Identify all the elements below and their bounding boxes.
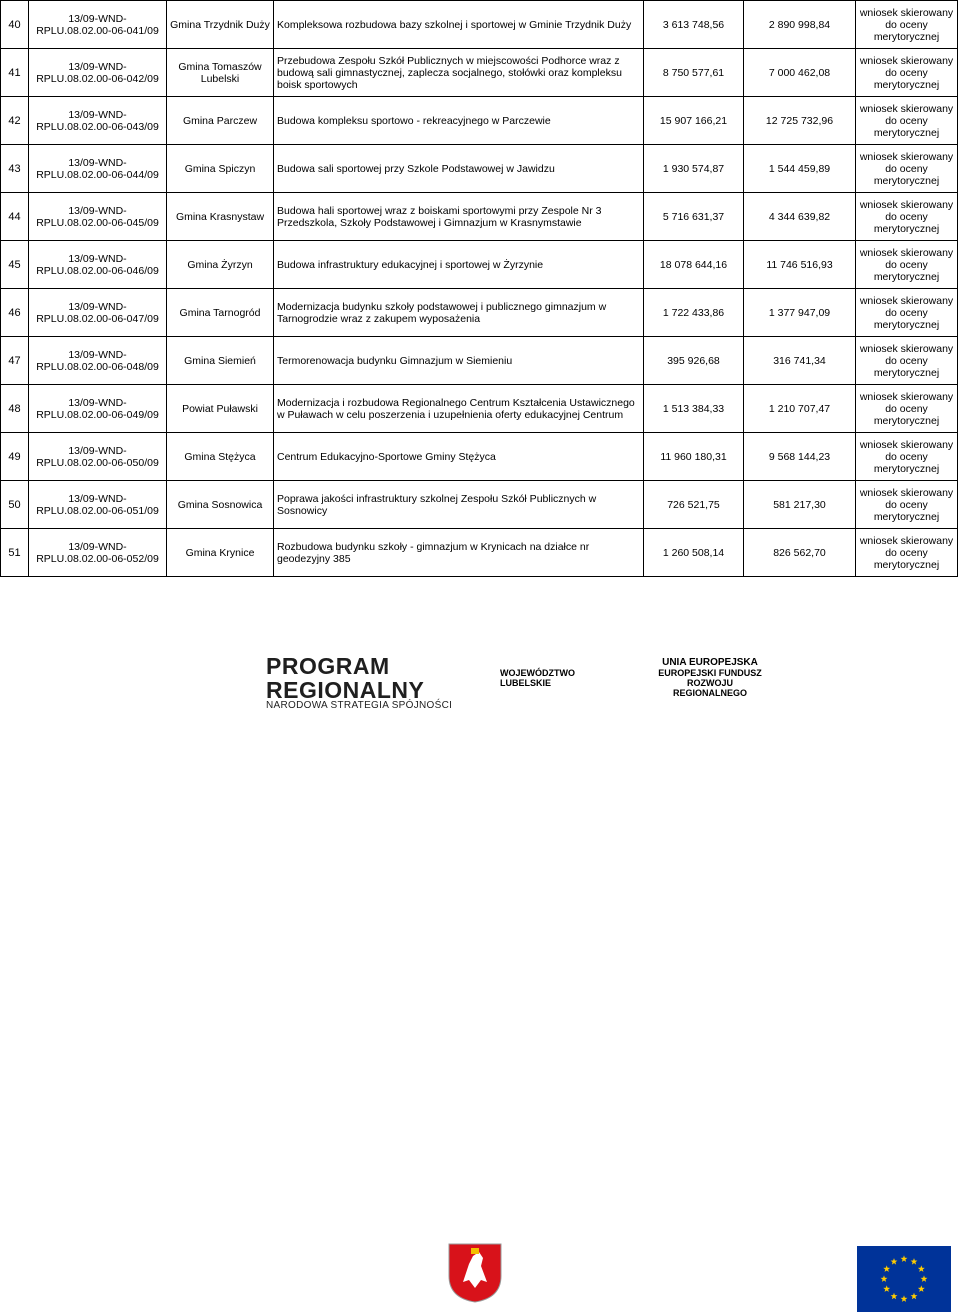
cofinancing-amount: 11 746 516,93 <box>744 241 856 289</box>
project-title: Budowa kompleksu sportowo - rekreacyjnego w Parczewie <box>274 97 644 145</box>
application-ref: 13/09-WND-RPLU.08.02.00-06-041/09 <box>29 1 167 49</box>
cofinancing-amount: 12 725 732,96 <box>744 97 856 145</box>
total-cost: 1 513 384,33 <box>644 385 744 433</box>
applicant-name: Gmina Parczew <box>167 97 274 145</box>
row-number: 48 <box>1 385 29 433</box>
cofinancing-amount: 1 544 459,89 <box>744 145 856 193</box>
program-regionalny-logo-icon <box>0 600 960 722</box>
lublin-coat-of-arms-icon <box>445 1242 505 1304</box>
total-cost: 15 907 166,21 <box>644 97 744 145</box>
applicant-name: Gmina Krynice <box>167 529 274 577</box>
program-line2: REGIONALNY <box>266 677 425 703</box>
status-text: wniosek skierowany do oceny merytorycznej <box>856 145 958 193</box>
applicant-name: Gmina Tomaszów Lubelski <box>167 49 274 97</box>
status-text: wniosek skierowany do oceny merytorycznej <box>856 1 958 49</box>
ue-line1: UNIA EUROPEJSKA <box>662 657 758 668</box>
project-title: Termorenowacja budynku Gimnazjum w Siemieniu <box>274 337 644 385</box>
total-cost: 8 750 577,61 <box>644 49 744 97</box>
row-number: 47 <box>1 337 29 385</box>
cofinancing-amount: 7 000 462,08 <box>744 49 856 97</box>
ue-line2: EUROPEJSKI FUNDUSZ <box>658 668 762 678</box>
table-row <box>1 337 958 385</box>
table-row <box>1 241 958 289</box>
applicant-name: Gmina Tarnogród <box>167 289 274 337</box>
application-ref: 13/09-WND-RPLU.08.02.00-06-046/09 <box>29 241 167 289</box>
applications-table <box>0 0 958 577</box>
application-ref: 13/09-WND-RPLU.08.02.00-06-049/09 <box>29 385 167 433</box>
status-text: wniosek skierowany do oceny merytorycznej <box>856 49 958 97</box>
total-cost: 1 722 433,86 <box>644 289 744 337</box>
table-row <box>1 481 958 529</box>
project-title: Centrum Edukacyjno-Sportowe Gminy Stężyca <box>274 433 644 481</box>
application-ref: 13/09-WND-RPLU.08.02.00-06-052/09 <box>29 529 167 577</box>
application-ref: 13/09-WND-RPLU.08.02.00-06-042/09 <box>29 49 167 97</box>
applicant-name: Powiat Puławski <box>167 385 274 433</box>
project-title: Rozbudowa budynku szkoły - gimnazjum w Krynicach na działce nr geodezyjny 385 <box>274 529 644 577</box>
applicant-name: Gmina Żyrzyn <box>167 241 274 289</box>
status-text: wniosek skierowany do oceny merytorycznej <box>856 97 958 145</box>
status-text: wniosek skierowany do oceny merytorycznej <box>856 385 958 433</box>
row-number: 50 <box>1 481 29 529</box>
cofinancing-amount: 826 562,70 <box>744 529 856 577</box>
total-cost: 11 960 180,31 <box>644 433 744 481</box>
eu-flag-icon <box>857 1246 951 1312</box>
project-title: Modernizacja i rozbudowa Regionalnego Centrum Kształcenia Ustawicznego w Puławach w celu poszerzenia i uzupełnienia oferty edukacyjnej Centrum <box>274 385 644 433</box>
row-number: 45 <box>1 241 29 289</box>
cofinancing-amount: 2 890 998,84 <box>744 1 856 49</box>
application-ref: 13/09-WND-RPLU.08.02.00-06-045/09 <box>29 193 167 241</box>
applicant-name: Gmina Siemień <box>167 337 274 385</box>
woj-line2: LUBELSKIE <box>500 678 552 688</box>
applicant-name: Gmina Stężyca <box>167 433 274 481</box>
row-number: 41 <box>1 49 29 97</box>
row-number: 49 <box>1 433 29 481</box>
cofinancing-amount: 316 741,34 <box>744 337 856 385</box>
row-number: 42 <box>1 97 29 145</box>
status-text: wniosek skierowany do oceny merytorycznej <box>856 529 958 577</box>
row-number: 44 <box>1 193 29 241</box>
row-number: 40 <box>1 1 29 49</box>
row-number: 43 <box>1 145 29 193</box>
cofinancing-amount: 9 568 144,23 <box>744 433 856 481</box>
status-text: wniosek skierowany do oceny merytorycznej <box>856 193 958 241</box>
cofinancing-amount: 4 344 639,82 <box>744 193 856 241</box>
application-ref: 13/09-WND-RPLU.08.02.00-06-050/09 <box>29 433 167 481</box>
total-cost: 3 613 748,56 <box>644 1 744 49</box>
total-cost: 1 930 574,87 <box>644 145 744 193</box>
row-number: 51 <box>1 529 29 577</box>
project-title: Budowa hali sportowej wraz z boiskami sportowymi przy Zespole Nr 3 Przedszkola, Szkoły Podstawowej i Gimnazjum w Krasnymstawie <box>274 193 644 241</box>
program-line1: PROGRAM <box>266 653 390 679</box>
application-ref: 13/09-WND-RPLU.08.02.00-06-051/09 <box>29 481 167 529</box>
footer-logos <box>0 600 960 722</box>
table-row <box>1 433 958 481</box>
application-ref: 13/09-WND-RPLU.08.02.00-06-044/09 <box>29 145 167 193</box>
status-text: wniosek skierowany do oceny merytorycznej <box>856 433 958 481</box>
applicant-name: Gmina Krasnystaw <box>167 193 274 241</box>
project-title: Poprawa jakości infrastruktury szkolnej Zespołu Szkół Publicznych w Sosnowicy <box>274 481 644 529</box>
total-cost: 5 716 631,37 <box>644 193 744 241</box>
table-row <box>1 529 958 577</box>
application-ref: 13/09-WND-RPLU.08.02.00-06-047/09 <box>29 289 167 337</box>
wojewodztwo-lubelskie-label <box>500 668 575 688</box>
cofinancing-amount: 1 210 707,47 <box>744 385 856 433</box>
status-text: wniosek skierowany do oceny merytorycznej <box>856 481 958 529</box>
table-row <box>1 289 958 337</box>
woj-line1: WOJEWÓDZTWO <box>500 668 575 678</box>
table-row <box>1 193 958 241</box>
project-title: Kompleksowa rozbudowa bazy szkolnej i sportowej w Gminie Trzydnik Duży <box>274 1 644 49</box>
program-regionalny-title <box>266 654 424 702</box>
table-row <box>1 385 958 433</box>
table-row <box>1 1 958 49</box>
status-text: wniosek skierowany do oceny merytorycznej <box>856 289 958 337</box>
project-title: Przebudowa Zespołu Szkół Publicznych w miejscowości Podhorce wraz z budową sali gimnastycznej, zaplecza socjalnego, stołówki oraz kompleksu boisk sportowych <box>274 49 644 97</box>
application-ref: 13/09-WND-RPLU.08.02.00-06-048/09 <box>29 337 167 385</box>
applicant-name: Gmina Trzydnik Duży <box>167 1 274 49</box>
table-row <box>1 97 958 145</box>
table-row <box>1 49 958 97</box>
eu-fund-label <box>650 658 770 698</box>
total-cost: 726 521,75 <box>644 481 744 529</box>
row-number: 46 <box>1 289 29 337</box>
project-title: Budowa sali sportowej przy Szkole Podstawowej w Jawidzu <box>274 145 644 193</box>
total-cost: 1 260 508,14 <box>644 529 744 577</box>
program-subtitle: NARODOWA STRATEGIA SPÓJNOŚCI <box>266 700 453 711</box>
table-row <box>1 145 958 193</box>
application-ref: 13/09-WND-RPLU.08.02.00-06-043/09 <box>29 97 167 145</box>
total-cost: 18 078 644,16 <box>644 241 744 289</box>
project-title: Budowa infrastruktury edukacyjnej i sportowej w Żyrzynie <box>274 241 644 289</box>
total-cost: 395 926,68 <box>644 337 744 385</box>
cofinancing-amount: 581 217,30 <box>744 481 856 529</box>
applicant-name: Gmina Spiczyn <box>167 145 274 193</box>
status-text: wniosek skierowany do oceny merytorycznej <box>856 241 958 289</box>
applicant-name: Gmina Sosnowica <box>167 481 274 529</box>
project-title: Modernizacja budynku szkoły podstawowej i publicznego gimnazjum w Tarnogrodzie wraz z zakupem wyposażenia <box>274 289 644 337</box>
ue-line3: ROZWOJU REGIONALNEGO <box>672 678 747 698</box>
status-text: wniosek skierowany do oceny merytorycznej <box>856 337 958 385</box>
cofinancing-amount: 1 377 947,09 <box>744 289 856 337</box>
